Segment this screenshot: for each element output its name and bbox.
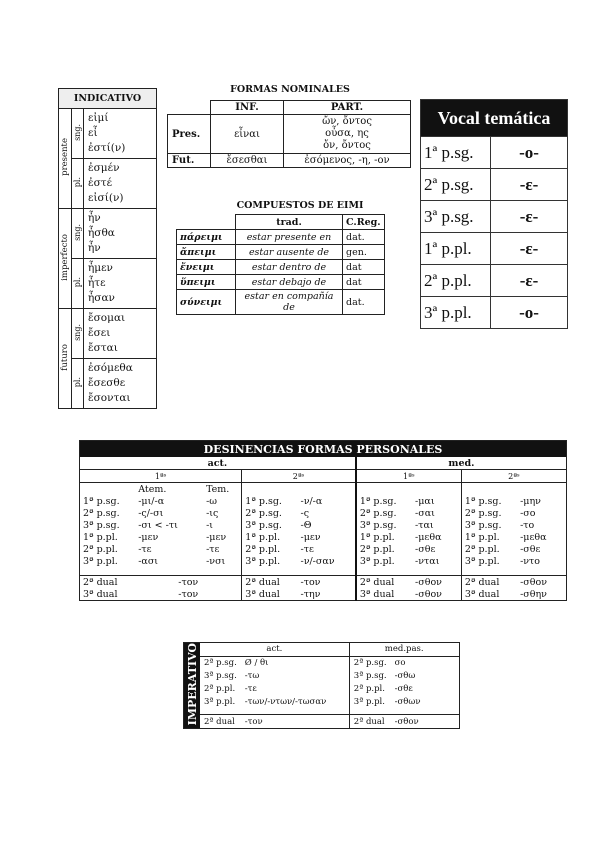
voice-med: med. [356,457,567,470]
table-row: 2ª p.pl. -τε 2ª p.pl. -σθε [204,683,413,694]
desinencias-title: DESINENCIAS FORMAS PERSONALES [80,441,567,458]
table-row: 3ª p.pl. -των/-ντων/-τωσαν 3ª p.pl. -σθων [204,696,421,707]
number-label: pl. [72,159,84,209]
number-label: pl. [72,359,84,409]
conj-2-act: 2ªˢ [242,470,356,483]
table-row: 2ª dual -τον 2ª dual -τον 2ª dual -σθον 2ª dual -σθον [83,576,547,588]
col-inf: INF. [211,101,284,115]
compuestos-title: COMPUESTOS DE EIMI [236,200,364,211]
table-row: 3ª p.pl. -ασι -νσι 3ª p.pl. -ν/-σαν 3ª p.pl. -νται 3ª p.pl. -ντο [83,555,541,567]
table-row: ἔνειμι estar dentro de dat [177,260,385,275]
fut-part: ἐσόμενος, -η, -ον [284,154,411,168]
table-row: 3ª p.pl. -o- [421,297,568,329]
col-atem: Atem. [138,483,167,495]
conj-1-med: 1ªˢ [356,470,462,483]
imp-act-header: act. [200,643,349,657]
table-row: ἄπειμι estar ausente de gen. [177,245,385,260]
table-row: 3ª dual -τον 3ª dual -την 3ª dual -σθον 3ª dual -σθην [83,588,547,600]
imperativo-table [183,642,460,729]
vocal-tematica-table [420,99,568,329]
table-row: 1ª p.sg. -μι/-α -ω 1ª p.sg. -ν/-α 1ª p.sg. -μαι 1ª p.sg. -μην [83,495,541,507]
formas-nominales-table [167,100,411,168]
formas-nominales-title: FORMAS NOMINALES [230,84,350,95]
desinencias-table [79,440,567,601]
voice-act: act. [80,457,356,470]
table-row: 3ª p.sg. -σι < -τι -ι 3ª p.sg. -Θ 3ª p.sg. -ται 3ª p.sg. -το [83,519,535,531]
row-fut: Fut. [168,154,211,168]
row-pres: Pres. [168,115,211,154]
table-row: 3ª p.sg. -ε- [421,201,568,233]
form-cell: ἐσμέν ἐστέ εἰσί(ν) [84,159,157,209]
number-label: sng. [72,209,84,259]
number-label: sng. [72,109,84,159]
table-row: 2ª p.sg. -ε- [421,169,568,201]
table-row: πάρειμι estar presente en dat. [177,230,385,245]
indicativo-title: INDICATIVO [59,89,157,109]
form-cell: ἔσομαι ἔσει ἔσται [84,309,157,359]
col-trad: trad. [236,215,343,230]
indicativo-table [58,88,157,409]
col-creg: C.Reg. [343,215,385,230]
imp-medpas-header: med.pas. [349,643,459,657]
form-cell: ἦν ἦσθα ἦν [84,209,157,259]
col-tem: Tem. [206,483,230,495]
form-cell: εἰμί εἶ ἐστί(ν) [84,109,157,159]
table-row: σύνειμι estar en compañía de dat. [177,290,385,315]
tense-imperfecto: imperfecto [59,209,72,309]
tense-presente: presente [59,109,72,209]
table-row: 1ª p.pl. -μεν -μεν 1ª p.pl. -μεν 1ª p.pl. -μεθα 1ª p.pl. -μεθα [83,531,547,543]
form-cell: ἦμεν ἦτε ἦσαν [84,259,157,309]
table-row: ὕπειμι estar debajo de dat [177,275,385,290]
table-row: 2ª p.pl. -ε- [421,265,568,297]
table-row: 1ª p.pl. -ε- [421,233,568,265]
table-row: 3ª p.sg. -τω 3ª p.sg. -σθω [204,671,416,682]
pres-inf: εἶναι [211,115,284,154]
tense-futuro: futuro [59,309,72,409]
fut-inf: ἔσεσθαι [211,154,284,168]
col-part: PART. [284,101,411,115]
conj-1-act: 1ªˢ [80,470,242,483]
imperativo-label: IMPERATIVO [184,643,201,729]
conj-2-med: 2ªˢ [461,470,566,483]
vocal-tematica-title: Vocal temática [421,100,568,137]
compuestos-table [176,214,385,315]
number-label: sng. [72,309,84,359]
table-row: 1ª p.sg. -o- [421,137,568,169]
table-row: 2ª p.pl. -τε -τε 2ª p.pl. -τε 2ª p.pl. -σθε 2ª p.pl. -σθε [83,543,541,555]
table-row: 2ª p.sg. Ø / θι 2ª p.sg. σο [204,658,406,669]
number-label: pl. [72,259,84,309]
pres-part: ὤν, ὄντος οὖσα, ης ὄν, ὄντος [284,115,411,154]
form-cell: ἐσόμεθα ἔσεσθε ἔσονται [84,359,157,409]
table-row: 2ª p.sg. -ς/-σι -ις 2ª p.sg. -ς 2ª p.sg. -σαι 2ª p.sg. -σο [83,507,536,519]
table-row: 2ª dual -τον 2ª dual -σθον [184,715,460,729]
